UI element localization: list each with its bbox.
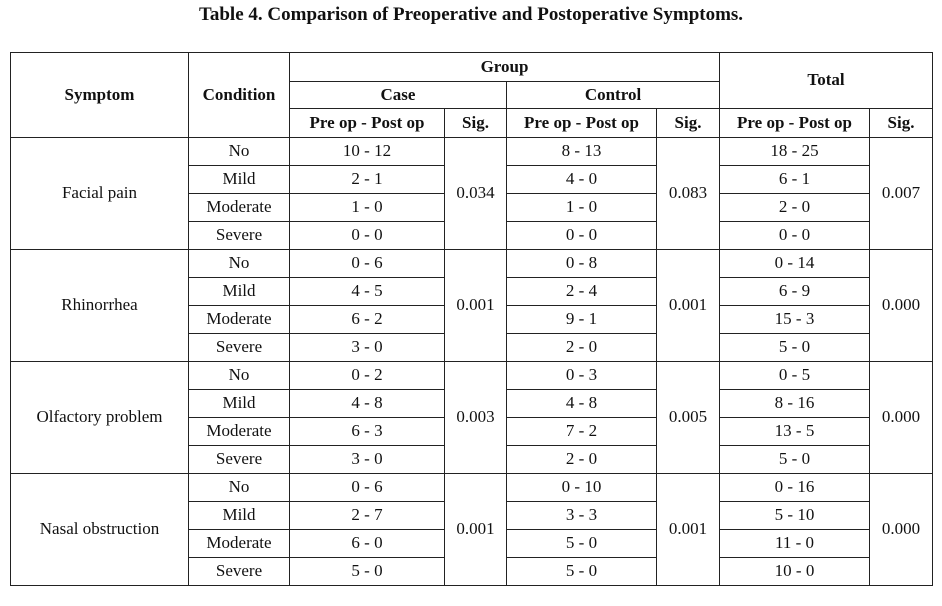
condition-cell: Mild xyxy=(189,166,290,194)
total-prepost-cell: 2 - 0 xyxy=(720,194,870,222)
condition-cell: Mild xyxy=(189,278,290,306)
header-group: Group xyxy=(290,53,720,82)
case-prepost-cell: 0 - 2 xyxy=(290,362,445,390)
control-prepost-cell: 0 - 8 xyxy=(507,250,657,278)
control-prepost-cell: 7 - 2 xyxy=(507,418,657,446)
condition-cell: Severe xyxy=(189,446,290,474)
total-prepost-cell: 5 - 0 xyxy=(720,334,870,362)
case-prepost-cell: 0 - 0 xyxy=(290,222,445,250)
header-total-sig: Sig. xyxy=(870,109,933,138)
condition-cell: No xyxy=(189,362,290,390)
control-prepost-cell: 0 - 3 xyxy=(507,362,657,390)
total-prepost-cell: 5 - 10 xyxy=(720,502,870,530)
control-prepost-cell: 2 - 0 xyxy=(507,446,657,474)
condition-cell: Moderate xyxy=(189,306,290,334)
case-sig-cell: 0.034 xyxy=(445,138,507,250)
table-caption: Table 4. Comparison of Preoperative and Postoperative Symptoms. xyxy=(198,4,744,25)
total-prepost-cell: 6 - 1 xyxy=(720,166,870,194)
total-sig-cell: 0.000 xyxy=(870,474,933,586)
control-prepost-cell: 0 - 0 xyxy=(507,222,657,250)
case-prepost-cell: 3 - 0 xyxy=(290,446,445,474)
header-case-sig: Sig. xyxy=(445,109,507,138)
total-prepost-cell: 11 - 0 xyxy=(720,530,870,558)
total-prepost-cell: 8 - 16 xyxy=(720,390,870,418)
condition-cell: Moderate xyxy=(189,530,290,558)
condition-cell: Mild xyxy=(189,502,290,530)
table-body xyxy=(11,138,933,586)
table-row xyxy=(11,250,933,278)
total-sig-cell: 0.000 xyxy=(870,362,933,474)
condition-cell: Mild xyxy=(189,390,290,418)
total-prepost-cell: 0 - 14 xyxy=(720,250,870,278)
header-control-prepost: Pre op - Post op xyxy=(507,109,657,138)
total-prepost-cell: 0 - 5 xyxy=(720,362,870,390)
header-case-prepost: Pre op - Post op xyxy=(290,109,445,138)
control-sig-cell: 0.001 xyxy=(657,250,720,362)
control-prepost-cell: 0 - 10 xyxy=(507,474,657,502)
symptom-cell: Rhinorrhea xyxy=(11,250,189,362)
case-prepost-cell: 6 - 3 xyxy=(290,418,445,446)
condition-cell: Severe xyxy=(189,222,290,250)
comparison-table xyxy=(10,52,933,586)
case-prepost-cell: 3 - 0 xyxy=(290,334,445,362)
table-row xyxy=(11,138,933,166)
total-prepost-cell: 13 - 5 xyxy=(720,418,870,446)
control-prepost-cell: 2 - 4 xyxy=(507,278,657,306)
control-sig-cell: 0.083 xyxy=(657,138,720,250)
header-control: Control xyxy=(507,82,720,109)
total-prepost-cell: 10 - 0 xyxy=(720,558,870,586)
symptom-cell: Olfactory problem xyxy=(11,362,189,474)
header-condition: Condition xyxy=(189,53,290,138)
control-sig-cell: 0.005 xyxy=(657,362,720,474)
case-prepost-cell: 0 - 6 xyxy=(290,250,445,278)
case-prepost-cell: 4 - 8 xyxy=(290,390,445,418)
control-prepost-cell: 4 - 8 xyxy=(507,390,657,418)
total-sig-cell: 0.000 xyxy=(870,250,933,362)
case-prepost-cell: 5 - 0 xyxy=(290,558,445,586)
total-prepost-cell: 18 - 25 xyxy=(720,138,870,166)
condition-cell: No xyxy=(189,138,290,166)
control-prepost-cell: 4 - 0 xyxy=(507,166,657,194)
control-prepost-cell: 2 - 0 xyxy=(507,334,657,362)
case-prepost-cell: 1 - 0 xyxy=(290,194,445,222)
control-prepost-cell: 3 - 3 xyxy=(507,502,657,530)
total-prepost-cell: 5 - 0 xyxy=(720,446,870,474)
total-prepost-cell: 15 - 3 xyxy=(720,306,870,334)
control-prepost-cell: 5 - 0 xyxy=(507,558,657,586)
header-control-sig: Sig. xyxy=(657,109,720,138)
case-prepost-cell: 10 - 12 xyxy=(290,138,445,166)
condition-cell: No xyxy=(189,474,290,502)
case-sig-cell: 0.001 xyxy=(445,474,507,586)
header-total: Total xyxy=(720,53,933,109)
condition-cell: Moderate xyxy=(189,418,290,446)
total-prepost-cell: 0 - 16 xyxy=(720,474,870,502)
case-prepost-cell: 4 - 5 xyxy=(290,278,445,306)
total-sig-cell: 0.007 xyxy=(870,138,933,250)
control-sig-cell: 0.001 xyxy=(657,474,720,586)
case-sig-cell: 0.001 xyxy=(445,250,507,362)
condition-cell: Severe xyxy=(189,334,290,362)
control-prepost-cell: 8 - 13 xyxy=(507,138,657,166)
header-case: Case xyxy=(290,82,507,109)
table-row xyxy=(11,362,933,390)
control-prepost-cell: 1 - 0 xyxy=(507,194,657,222)
symptom-cell: Nasal obstruction xyxy=(11,474,189,586)
header-symptom: Symptom xyxy=(11,53,189,138)
total-prepost-cell: 0 - 0 xyxy=(720,222,870,250)
control-prepost-cell: 9 - 1 xyxy=(507,306,657,334)
case-prepost-cell: 2 - 1 xyxy=(290,166,445,194)
header-total-prepost: Pre op - Post op xyxy=(720,109,870,138)
control-prepost-cell: 5 - 0 xyxy=(507,530,657,558)
condition-cell: Moderate xyxy=(189,194,290,222)
symptom-cell: Facial pain xyxy=(11,138,189,250)
total-prepost-cell: 6 - 9 xyxy=(720,278,870,306)
table-row xyxy=(11,474,933,502)
case-prepost-cell: 2 - 7 xyxy=(290,502,445,530)
condition-cell: Severe xyxy=(189,558,290,586)
condition-cell: No xyxy=(189,250,290,278)
case-prepost-cell: 6 - 0 xyxy=(290,530,445,558)
case-prepost-cell: 6 - 2 xyxy=(290,306,445,334)
case-prepost-cell: 0 - 6 xyxy=(290,474,445,502)
case-sig-cell: 0.003 xyxy=(445,362,507,474)
